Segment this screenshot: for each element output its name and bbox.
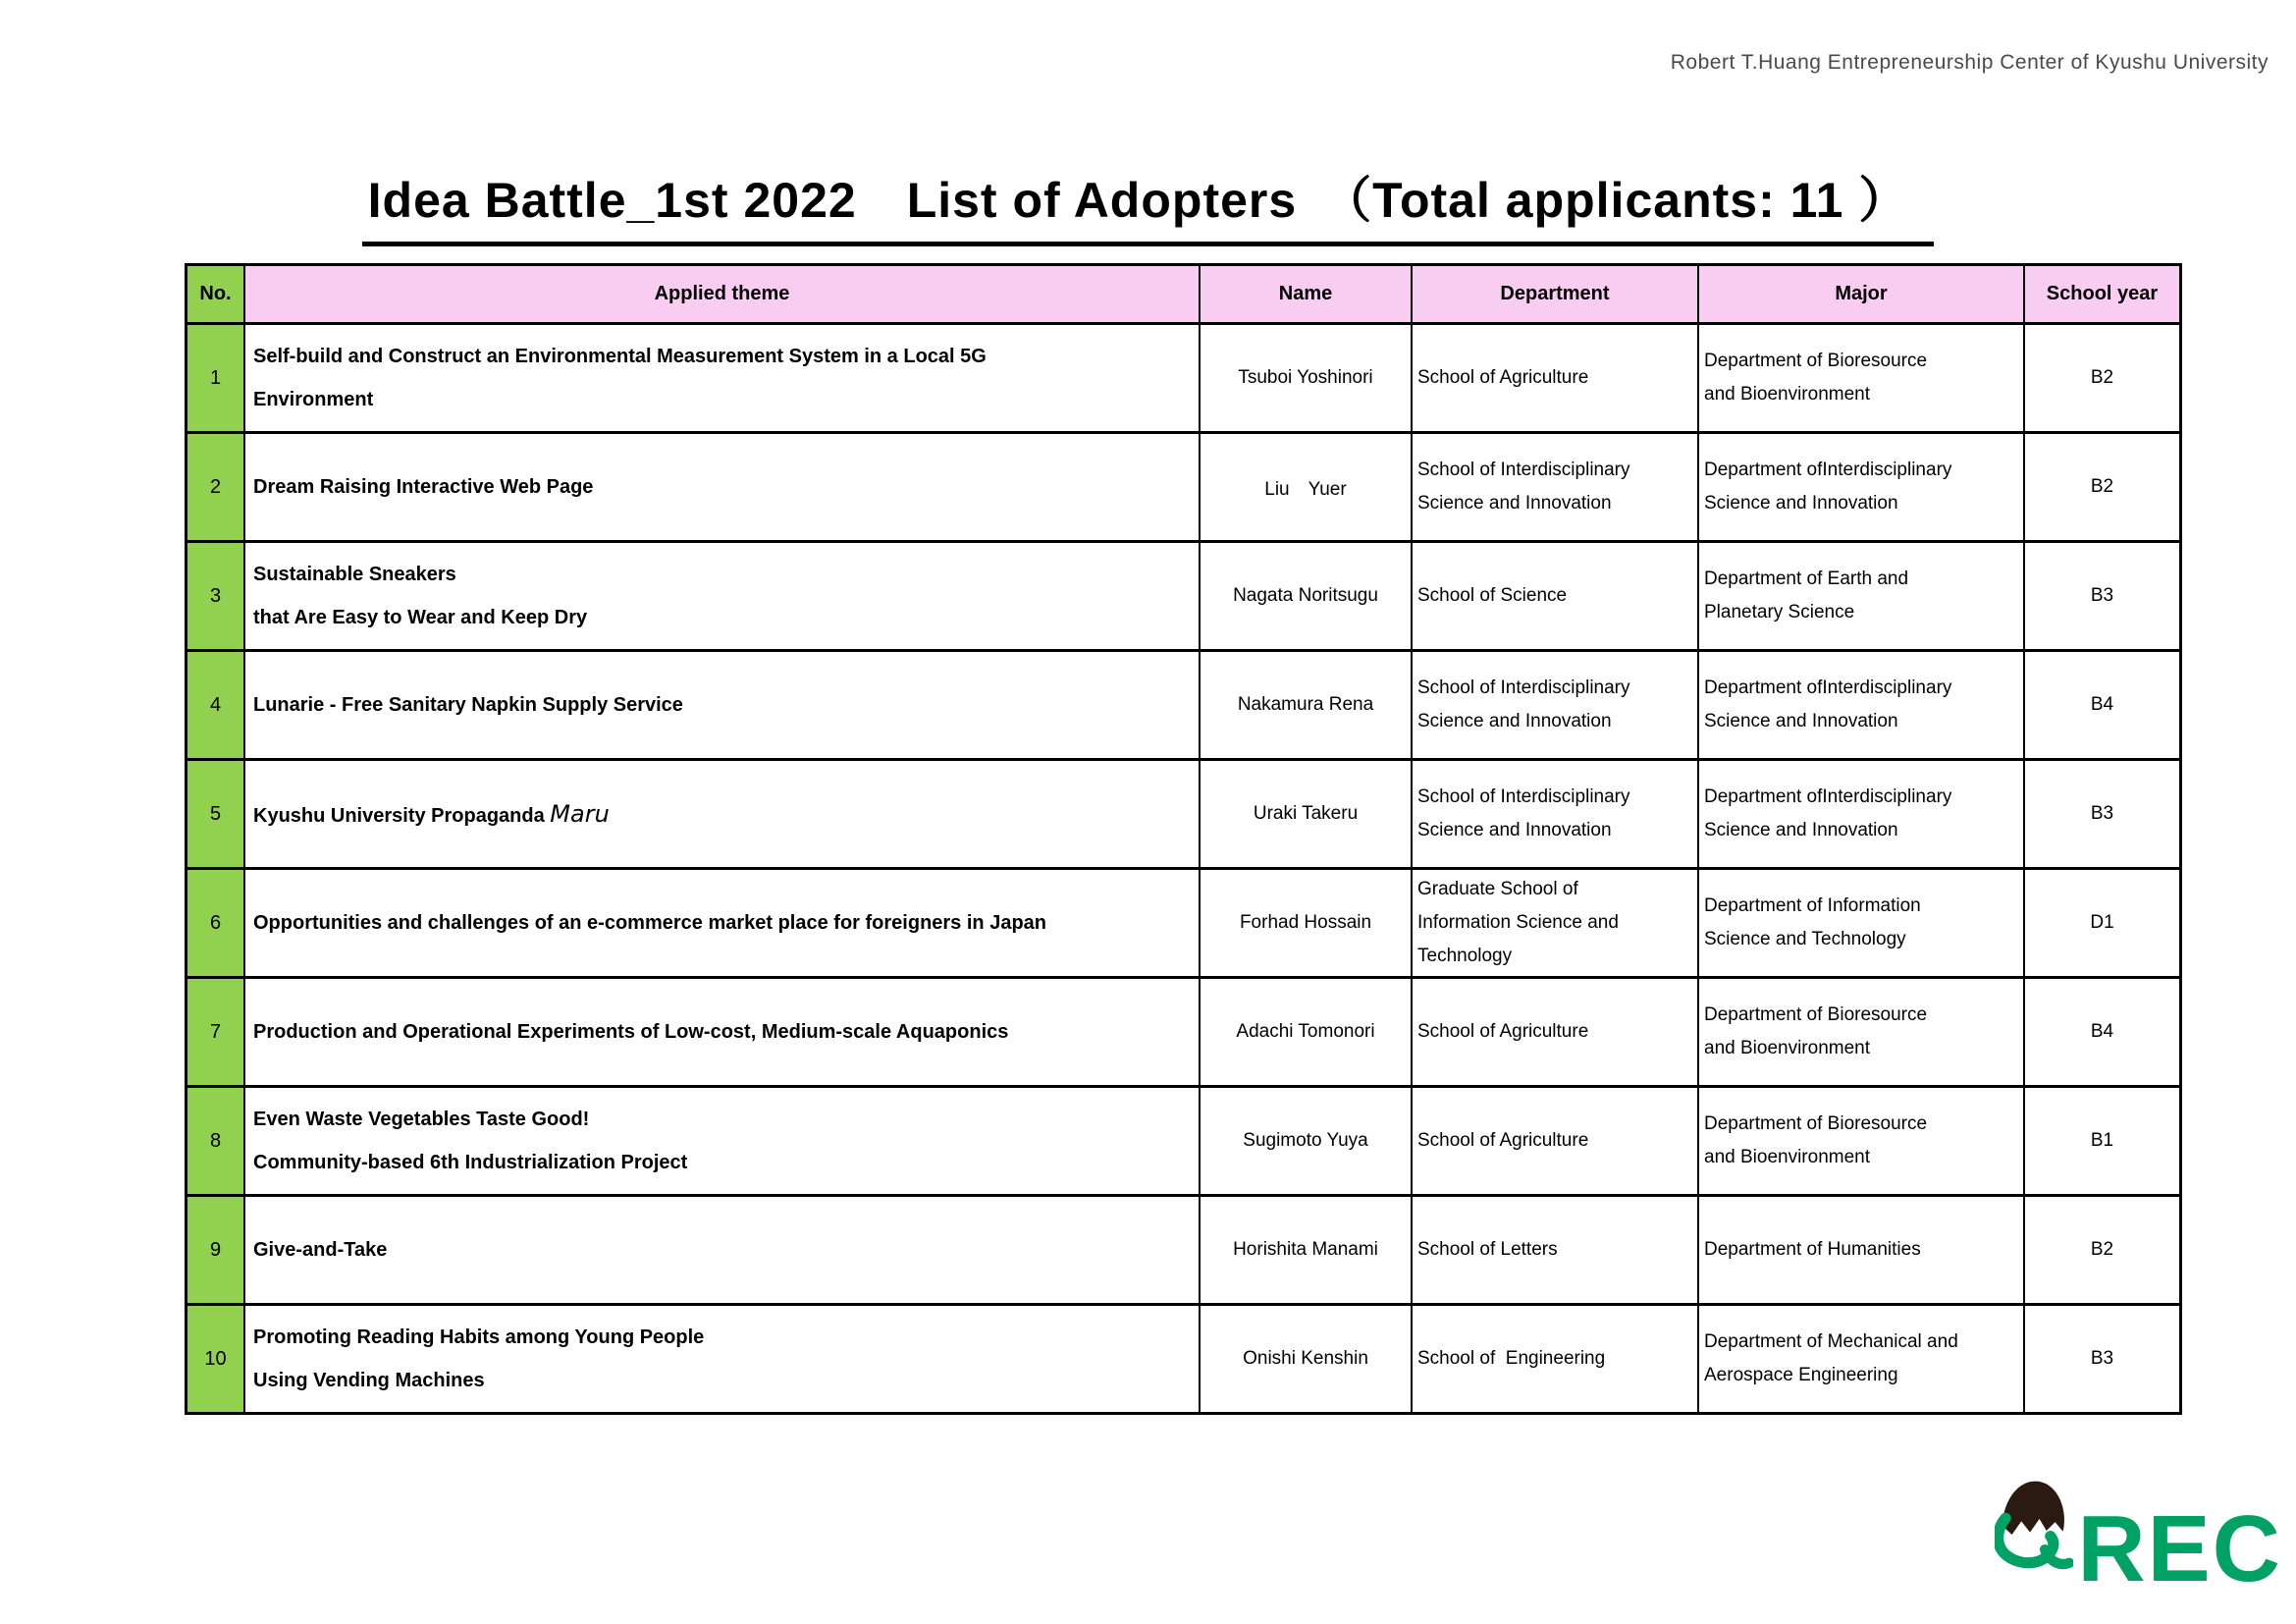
title-wrap <box>0 161 2296 246</box>
table-header-row <box>187 265 2181 324</box>
cell-major: Department of Bioresource and Bioenvironment <box>1698 1087 2024 1196</box>
cell-department: School of Interdisciplinary Science and Innovation <box>1412 651 1698 760</box>
cell-theme: Sustainable Sneakers that Are Easy to Wear and Keep Dry <box>244 542 1200 651</box>
cell-no: 8 <box>187 1087 245 1196</box>
green-q-tail <box>2046 1549 2070 1564</box>
cell-theme: Lunarie - Free Sanitary Napkin Supply Service <box>244 651 1200 760</box>
cell-department: School of Interdisciplinary Science and Innovation <box>1412 760 1698 869</box>
cell-name: Nagata Noritsugu <box>1200 542 1412 651</box>
table-row <box>187 869 2181 978</box>
cell-year: B4 <box>2024 651 2181 760</box>
cell-no: 9 <box>187 1196 245 1305</box>
cell-theme: Even Waste Vegetables Taste Good! Community-based 6th Industrialization Project <box>244 1087 1200 1196</box>
cell-year: B3 <box>2024 542 2181 651</box>
qrec-hatching-egg-q-icon <box>1995 1469 2073 1593</box>
cell-major: Department ofInterdisciplinary Science and Innovation <box>1698 760 2024 869</box>
column-header-no: No. <box>187 265 245 324</box>
cell-year: B1 <box>2024 1087 2181 1196</box>
table-row <box>187 1196 2181 1305</box>
cell-no: 5 <box>187 760 245 869</box>
egg-shell-shape <box>2002 1482 2064 1535</box>
cell-no: 3 <box>187 542 245 651</box>
cell-name: Tsuboi Yoshinori <box>1200 324 1412 433</box>
cell-department: Graduate School of Information Science and Technology <box>1412 869 1698 978</box>
theme-italic-part: Maru <box>550 799 610 828</box>
cell-major: Department of Humanities <box>1698 1196 2024 1305</box>
column-header-major: Major <box>1698 265 2024 324</box>
cell-name: Liu Yuer <box>1200 433 1412 542</box>
table-row <box>187 651 2181 760</box>
column-header-name: Name <box>1200 265 1412 324</box>
cell-no: 7 <box>187 978 245 1087</box>
cell-no: 10 <box>187 1305 245 1414</box>
cell-name: Nakamura Rena <box>1200 651 1412 760</box>
cell-no: 4 <box>187 651 245 760</box>
cell-year: B2 <box>2024 433 2181 542</box>
table-row <box>187 1087 2181 1196</box>
cell-major: Department of Bioresource and Bioenvironment <box>1698 324 2024 433</box>
cell-major: Department ofInterdisciplinary Science and Innovation <box>1698 651 2024 760</box>
cell-name: Sugimoto Yuya <box>1200 1087 1412 1196</box>
table-row <box>187 978 2181 1087</box>
cell-department: School of Agriculture <box>1412 1087 1698 1196</box>
cell-year: B2 <box>2024 324 2181 433</box>
cell-theme: Self-build and Construct an Environmental Measurement System in a Local 5G Environment <box>244 324 1200 433</box>
cell-theme: Promoting Reading Habits among Young People Using Vending Machines <box>244 1305 1200 1414</box>
cell-name: Forhad Hossain <box>1200 869 1412 978</box>
column-header-year: School year <box>2024 265 2181 324</box>
cell-major: Department ofInterdisciplinary Science and Innovation <box>1698 433 2024 542</box>
column-header-department: Department <box>1412 265 1698 324</box>
cell-major: Department of Mechanical and Aerospace Engineering <box>1698 1305 2024 1414</box>
adopters-table <box>185 263 2182 1415</box>
cell-major: Department of Bioresource and Bioenvironment <box>1698 978 2024 1087</box>
cell-year: B3 <box>2024 1305 2181 1414</box>
cell-name: Onishi Kenshin <box>1200 1305 1412 1414</box>
cell-year: B2 <box>2024 1196 2181 1305</box>
adopters-table-body <box>187 324 2181 1414</box>
table-row <box>187 324 2181 433</box>
cell-department: School of Agriculture <box>1412 324 1698 433</box>
corner-note: Robert T.Huang Entrepreneurship Center of Kyushu University <box>1670 51 2269 74</box>
cell-name: Uraki Takeru <box>1200 760 1412 869</box>
cell-department: School of Science <box>1412 542 1698 651</box>
table-row <box>187 760 2181 869</box>
cell-year: B3 <box>2024 760 2181 869</box>
cell-year: D1 <box>2024 869 2181 978</box>
table-row <box>187 1305 2181 1414</box>
qrec-logo-text: REC <box>2077 1496 2282 1601</box>
table-row <box>187 542 2181 651</box>
cell-theme: Production and Operational Experiments of Low-cost, Medium-scale Aquaponics <box>244 978 1200 1087</box>
page-title: Idea Battle_1st 2022 List of Adopters （Total applicants: 11 ） <box>362 161 1935 246</box>
column-header-theme: Applied theme <box>244 265 1200 324</box>
cell-theme: Dream Raising Interactive Web Page <box>244 433 1200 542</box>
cell-name: Horishita Manami <box>1200 1196 1412 1305</box>
cell-year: B4 <box>2024 978 2181 1087</box>
cell-major: Department of Earth and Planetary Science <box>1698 542 2024 651</box>
cell-major: Department of Information Science and Technology <box>1698 869 2024 978</box>
cell-department: School of Interdisciplinary Science and Innovation <box>1412 433 1698 542</box>
cell-no: 1 <box>187 324 245 433</box>
qrec-logo <box>1995 1469 2282 1601</box>
cell-name: Adachi Tomonori <box>1200 978 1412 1087</box>
cell-department: School of Agriculture <box>1412 978 1698 1087</box>
table-row <box>187 433 2181 542</box>
cell-department: School of Engineering <box>1412 1305 1698 1414</box>
cell-department: School of Letters <box>1412 1196 1698 1305</box>
cell-no: 2 <box>187 433 245 542</box>
cell-no: 6 <box>187 869 245 978</box>
cell-theme: Opportunities and challenges of an e-commerce market place for foreigners in Japan <box>244 869 1200 978</box>
cell-theme: Give-and-Take <box>244 1196 1200 1305</box>
cell-theme: Kyushu University Propaganda Maru <box>244 760 1200 869</box>
